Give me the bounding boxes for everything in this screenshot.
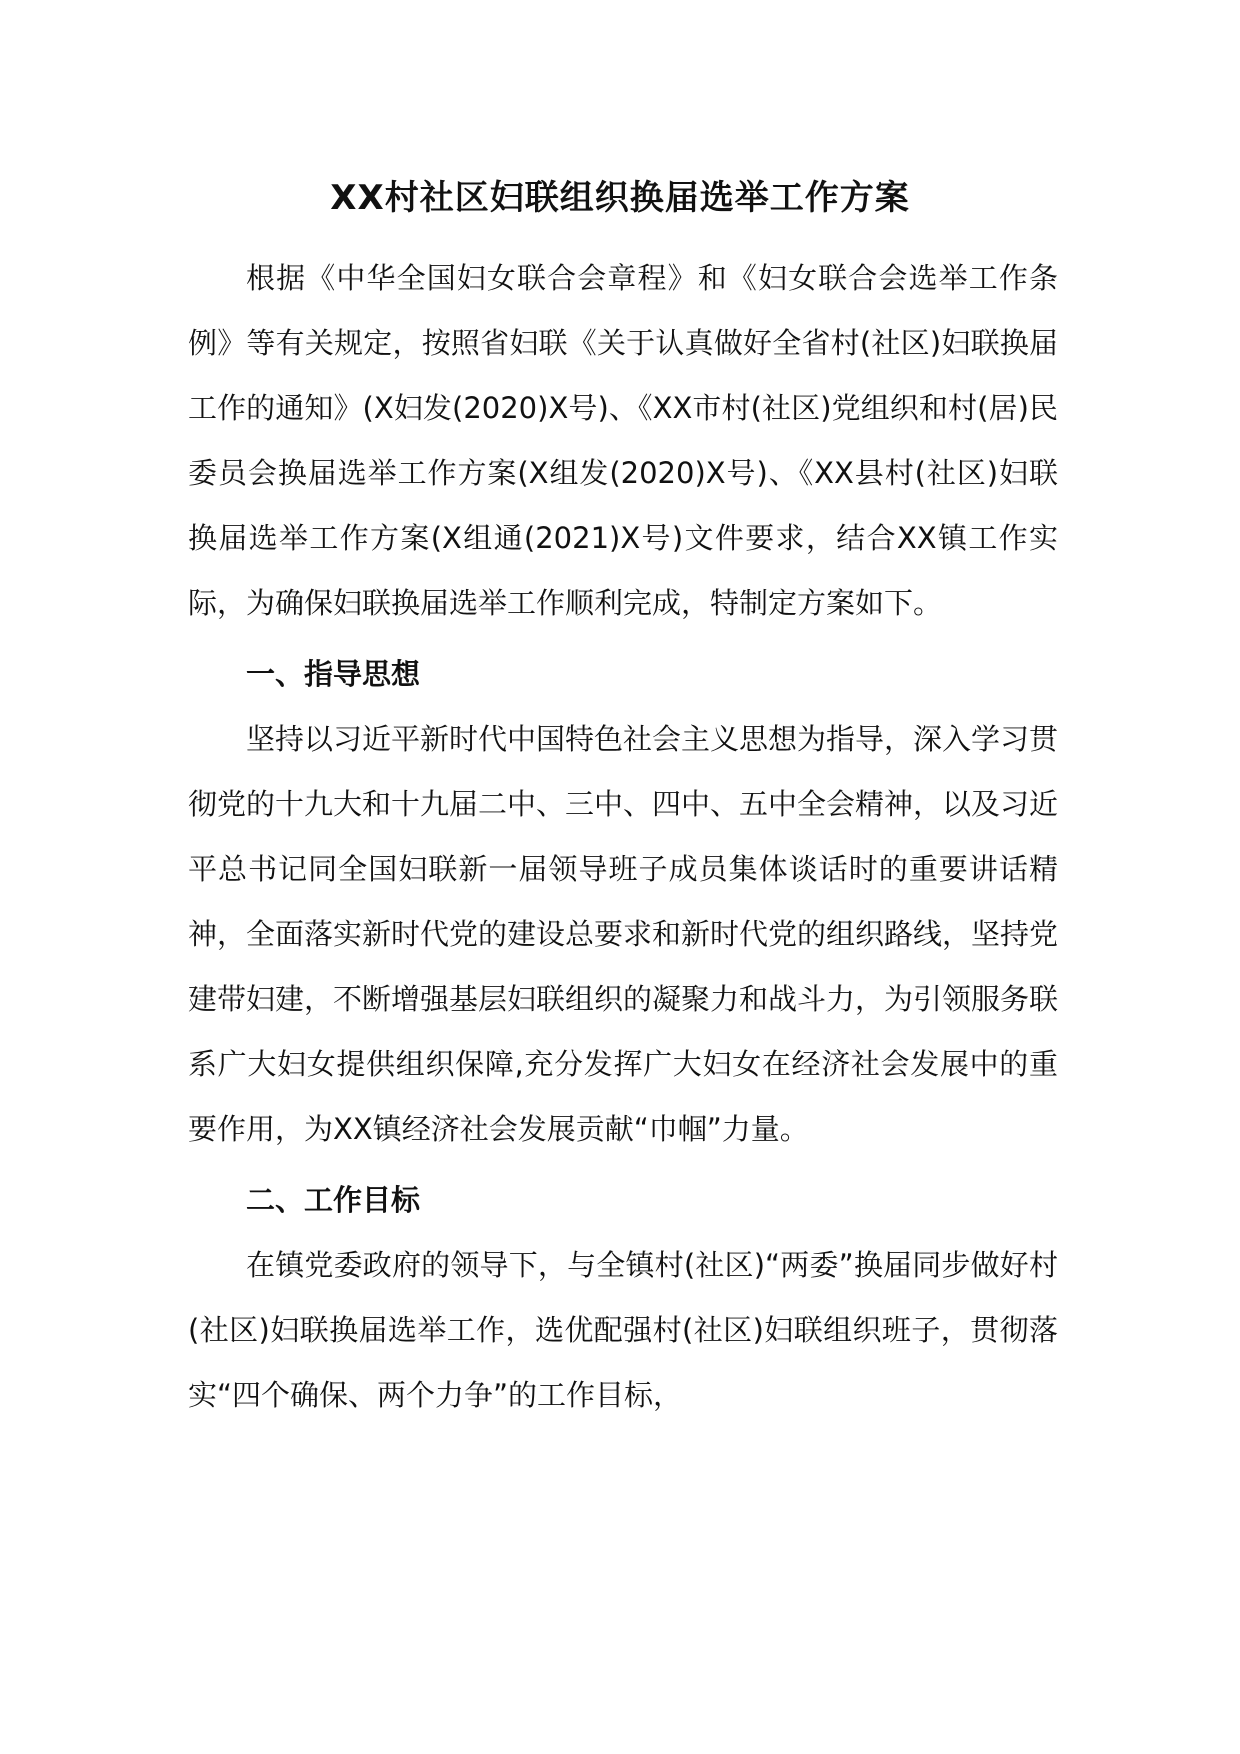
document-body <box>188 246 1058 1428</box>
section-heading-work-goals: 二、工作目标 <box>246 1183 421 1217</box>
section-body-work-goals: 在镇党委政府的领导下，与全镇村(社区)“两委”换届同步做好村(社区)妇联换届选举工作，选优配强村(社区)妇联组织班子，贯彻落实“四个确保、两个力争”的工作目标， <box>188 1248 1058 1412</box>
document-title: XX村社区妇联组织换届选举工作方案 <box>330 178 910 218</box>
intro-paragraph: 根据《中华全国妇女联合会章程》和《妇女联合会选举工作条例》等有关规定，按照省妇联《关于认真做好全省村(社区)妇联换届工作的通知》(X妇发(2020)X号)、《XX市村(社区)党组织和村(居)民委员会换届选举工作方案(X组发(2020)X号)、《XX县村(社区)妇联换届选举工作方案(X组通(2021)X号)文件要求，结合XX镇工作实际，为确保妇联换届选举工作顺利完成，特制定方案如下。 <box>188 261 1058 620</box>
section-heading-guiding-ideology: 一、指导思想 <box>246 657 421 691</box>
section-body-guiding-ideology: 坚持以习近平新时代中国特色社会主义思想为指导，深入学习贯彻党的十九大和十九届二中、三中、四中、五中全会精神，以及习近平总书记同全国妇联新一届领导班子成员集体谈话时的重要讲话精神，全面落实新时代党的建设总要求和新时代党的组织路线，坚持党建带妇建，不断增强基层妇联组织的凝聚力和战斗力，为引领服务联系广大妇女提供组织保障,充分发挥广大妇女在经济社会发展中的重要作用，为XX镇经济社会发展贡献“巾帼”力量。 <box>188 722 1059 1146</box>
